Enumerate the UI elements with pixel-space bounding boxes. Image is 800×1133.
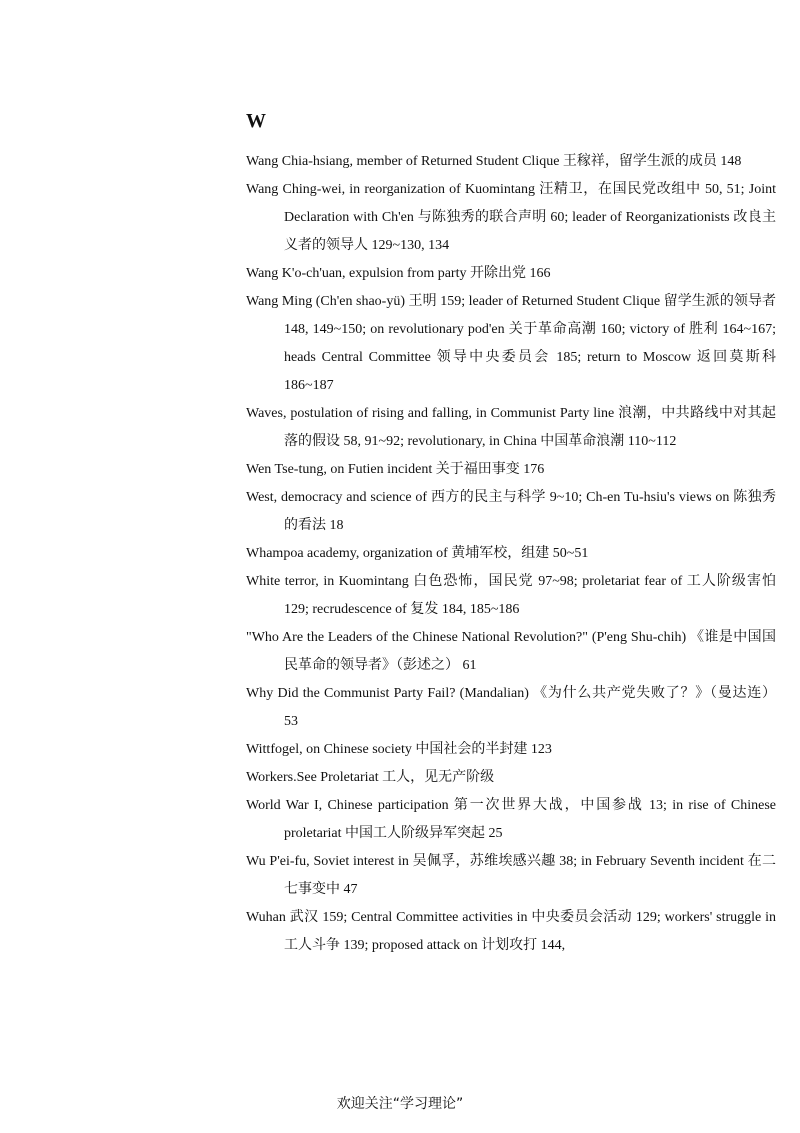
- index-entry: Workers.See Proletariat 工人，见无产阶级: [246, 770, 495, 785]
- index-entry: Wuhan 武汉 159; Central Committee activities in 中央委员会活动 129; workers' struggle in 工人斗争 139; proposed attack on 计划攻打 144,: [246, 910, 776, 953]
- section-letter-heading: W: [246, 110, 266, 132]
- index-entry: Whampoa academy, organization of 黄埔军校，组建 50~51: [246, 546, 589, 561]
- index-entry: Wang Ming (Ch'en shao-yü) 王明 159; leader of Returned Student Clique 留学生派的领导者 148, 149~150; on revolutionary pod'en 关于革命高潮 160; victory of 胜利 164~167; heads Central Committee 领导中央委员会 185; return to Moscow 返回莫斯科 186~187: [246, 294, 776, 393]
- index-entry-list: [246, 148, 776, 960]
- index-entry: White terror, in Kuomintang 白色恐怖，国民党 97~98; proletariat fear of 工人阶级害怕 129; recrudescence of 复发 184, 185~186: [246, 574, 776, 617]
- index-entry: West, democracy and science of 西方的民主与科学 9~10; Ch-en Tu-hsiu's views on 陈独秀的看法 18: [246, 490, 776, 533]
- index-entry: Wittfogel, on Chinese society 中国社会的半封建 123: [246, 742, 552, 757]
- index-entry: Wang K'o-ch'uan, expulsion from party 开除出党 166: [246, 266, 551, 281]
- index-entry: Waves, postulation of rising and falling, in Communist Party line 浪潮，中共路线中对其起落的假设 58, 91~92; revolutionary, in China 中国革命浪潮 110~112: [246, 406, 776, 449]
- index-entry: Wen Tse-tung, on Futien incident 关于福田事变 176: [246, 462, 545, 477]
- index-entry: Wu P'ei-fu, Soviet interest in 吴佩孚，苏维埃感兴趣 38; in February Seventh incident 在二七事变中 47: [246, 854, 776, 897]
- page-footer: 欢迎关注“学习理论”: [336, 1096, 464, 1112]
- index-entry: World War I, Chinese participation 第一次世界大战，中国参战 13; in rise of Chinese proletariat 中国工人阶级异军突起 25: [246, 798, 776, 841]
- index-entry: Wang Chia-hsiang, member of Returned Student Clique 王稼祥，留学生派的成员 148: [246, 154, 742, 169]
- index-entry: Why Did the Communist Party Fail? (Mandalian) 《为什么共产党失败了？》（曼达连） 53: [246, 686, 776, 729]
- index-entry: Wang Ching-wei, in reorganization of Kuomintang 汪精卫，在国民党改组中 50, 51; Joint Declaration with Ch'en 与陈独秀的联合声明 60; leader of Reorganizationists 改良主义者的领导人 129~130, 134: [246, 182, 776, 253]
- index-entry: "Who Are the Leaders of the Chinese National Revolution?" (P'eng Shu-chih) 《谁是中国国民革命的领导者》（彭述之） 61: [246, 630, 776, 673]
